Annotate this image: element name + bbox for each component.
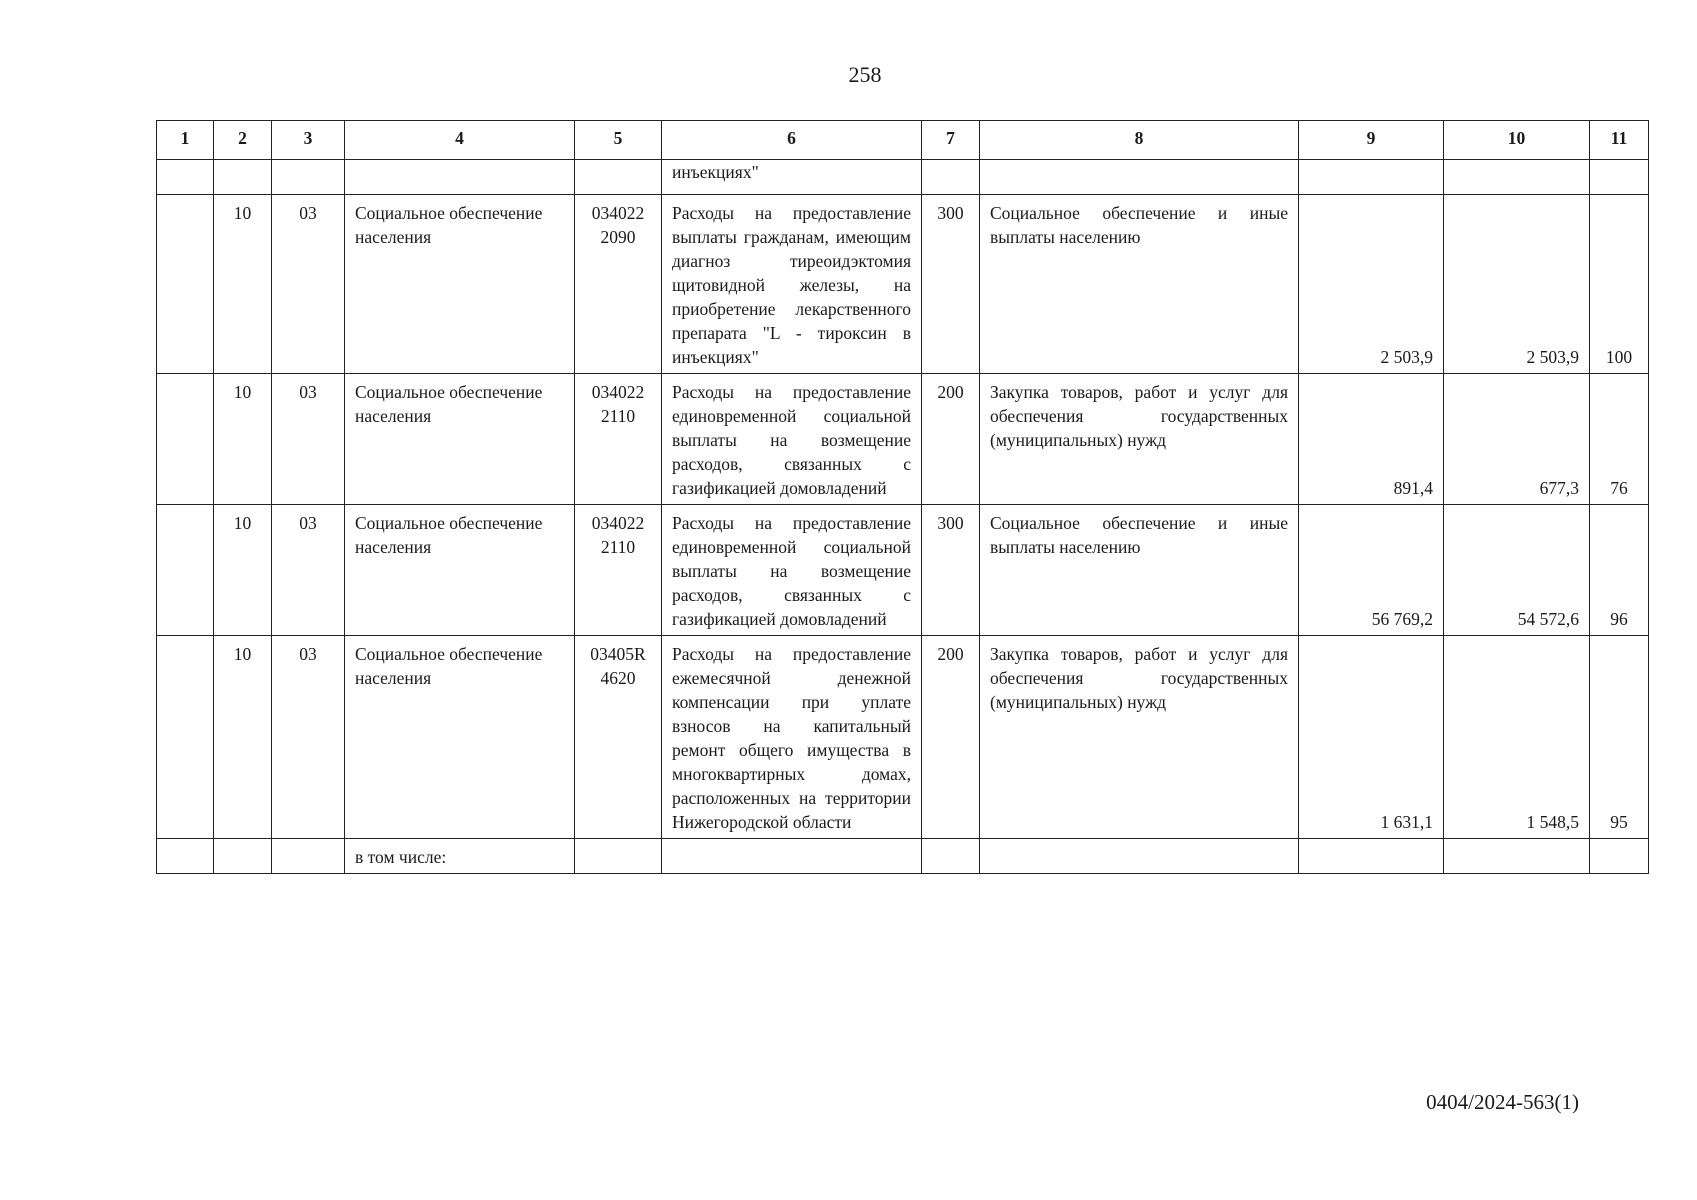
cell-expense-name: Социальное обеспечение и иные выплаты населению bbox=[980, 195, 1299, 374]
cell-subsection: 03 bbox=[272, 195, 345, 374]
document-number: 0404/2024-563(1) bbox=[1426, 1090, 1579, 1114]
cell-subsection: 03 bbox=[272, 636, 345, 839]
cell-expense-type: 200 bbox=[922, 374, 980, 505]
continuation-row bbox=[157, 160, 1649, 195]
cell-section: 10 bbox=[214, 505, 272, 636]
cell-expense-name: Закупка товаров, работ и услуг для обеспечения государственных (муниципальных) нужд bbox=[980, 636, 1299, 839]
cell-including: в том числе: bbox=[345, 839, 575, 874]
header-cell: 7 bbox=[922, 121, 980, 160]
cell-col1 bbox=[157, 195, 214, 374]
cell-target-code: 034022 2110 bbox=[575, 374, 662, 505]
header-cell: 8 bbox=[980, 121, 1299, 160]
table-row bbox=[157, 374, 1649, 505]
cell-expense-type: 200 bbox=[922, 636, 980, 839]
cell-description: инъекциях" bbox=[662, 160, 922, 195]
cell-description: Расходы на предоставление единовременной социальной выплаты на возмещение расходов, связанных с газификацией домовладений bbox=[662, 505, 922, 636]
cell-expense-name: Закупка товаров, работ и услуг для обеспечения государственных (муниципальных) нужд bbox=[980, 374, 1299, 505]
cell-planned: 2 503,9 bbox=[1299, 195, 1444, 374]
cell-section: 10 bbox=[214, 195, 272, 374]
cell-target-code: 03405R 4620 bbox=[575, 636, 662, 839]
cell-col1 bbox=[157, 505, 214, 636]
cell-expense-name: Социальное обеспечение и иные выплаты населению bbox=[980, 505, 1299, 636]
header-cell: 1 bbox=[157, 121, 214, 160]
page-number: 258 bbox=[848, 62, 882, 87]
header-cell: 5 bbox=[575, 121, 662, 160]
cell-description: Расходы на предоставление ежемесячной денежной компенсации при уплате взносов на капитальный ремонт общего имущества в многоквартирных домах, расположенных на территории Нижегородской области bbox=[662, 636, 922, 839]
cell-percent: 95 bbox=[1590, 636, 1649, 839]
cell-subsection: 03 bbox=[272, 505, 345, 636]
cell-section-name: Социальное обеспечение населения bbox=[345, 505, 575, 636]
header-cell: 9 bbox=[1299, 121, 1444, 160]
cell-section-name: Социальное обеспечение населения bbox=[345, 636, 575, 839]
footer-row bbox=[157, 839, 1649, 874]
cell-percent: 100 bbox=[1590, 195, 1649, 374]
header-cell: 2 bbox=[214, 121, 272, 160]
cell-planned: 56 769,2 bbox=[1299, 505, 1444, 636]
cell-planned: 891,4 bbox=[1299, 374, 1444, 505]
header-cell: 4 bbox=[345, 121, 575, 160]
cell-expense-type: 300 bbox=[922, 505, 980, 636]
header-cell: 11 bbox=[1590, 121, 1649, 160]
cell-actual: 54 572,6 bbox=[1444, 505, 1590, 636]
cell-actual: 2 503,9 bbox=[1444, 195, 1590, 374]
cell-target-code: 034022 2110 bbox=[575, 505, 662, 636]
table-row bbox=[157, 505, 1649, 636]
cell-percent: 96 bbox=[1590, 505, 1649, 636]
header-cell: 6 bbox=[662, 121, 922, 160]
cell-expense-type: 300 bbox=[922, 195, 980, 374]
table-row bbox=[157, 195, 1649, 374]
cell-description: Расходы на предоставление единовременной социальной выплаты на возмещение расходов, связанных с газификацией домовладений bbox=[662, 374, 922, 505]
cell-subsection: 03 bbox=[272, 374, 345, 505]
cell-section-name: Социальное обеспечение населения bbox=[345, 195, 575, 374]
cell-col1 bbox=[157, 636, 214, 839]
cell-actual: 677,3 bbox=[1444, 374, 1590, 505]
header-cell: 10 bbox=[1444, 121, 1590, 160]
cell-target-code: 034022 2090 bbox=[575, 195, 662, 374]
cell-section-name: Социальное обеспечение населения bbox=[345, 374, 575, 505]
budget-table bbox=[156, 120, 1649, 874]
cell-section: 10 bbox=[214, 374, 272, 505]
cell-actual: 1 548,5 bbox=[1444, 636, 1590, 839]
header-cell: 3 bbox=[272, 121, 345, 160]
cell-planned: 1 631,1 bbox=[1299, 636, 1444, 839]
cell-description: Расходы на предоставление выплаты гражданам, имеющим диагноз тиреоидэктомия щитовидной железы, на приобретение лекарственного препарата "L - тироксин в инъекциях" bbox=[662, 195, 922, 374]
table-row bbox=[157, 636, 1649, 839]
cell-percent: 76 bbox=[1590, 374, 1649, 505]
header-row bbox=[157, 121, 1649, 160]
cell-col1 bbox=[157, 374, 214, 505]
cell-section: 10 bbox=[214, 636, 272, 839]
